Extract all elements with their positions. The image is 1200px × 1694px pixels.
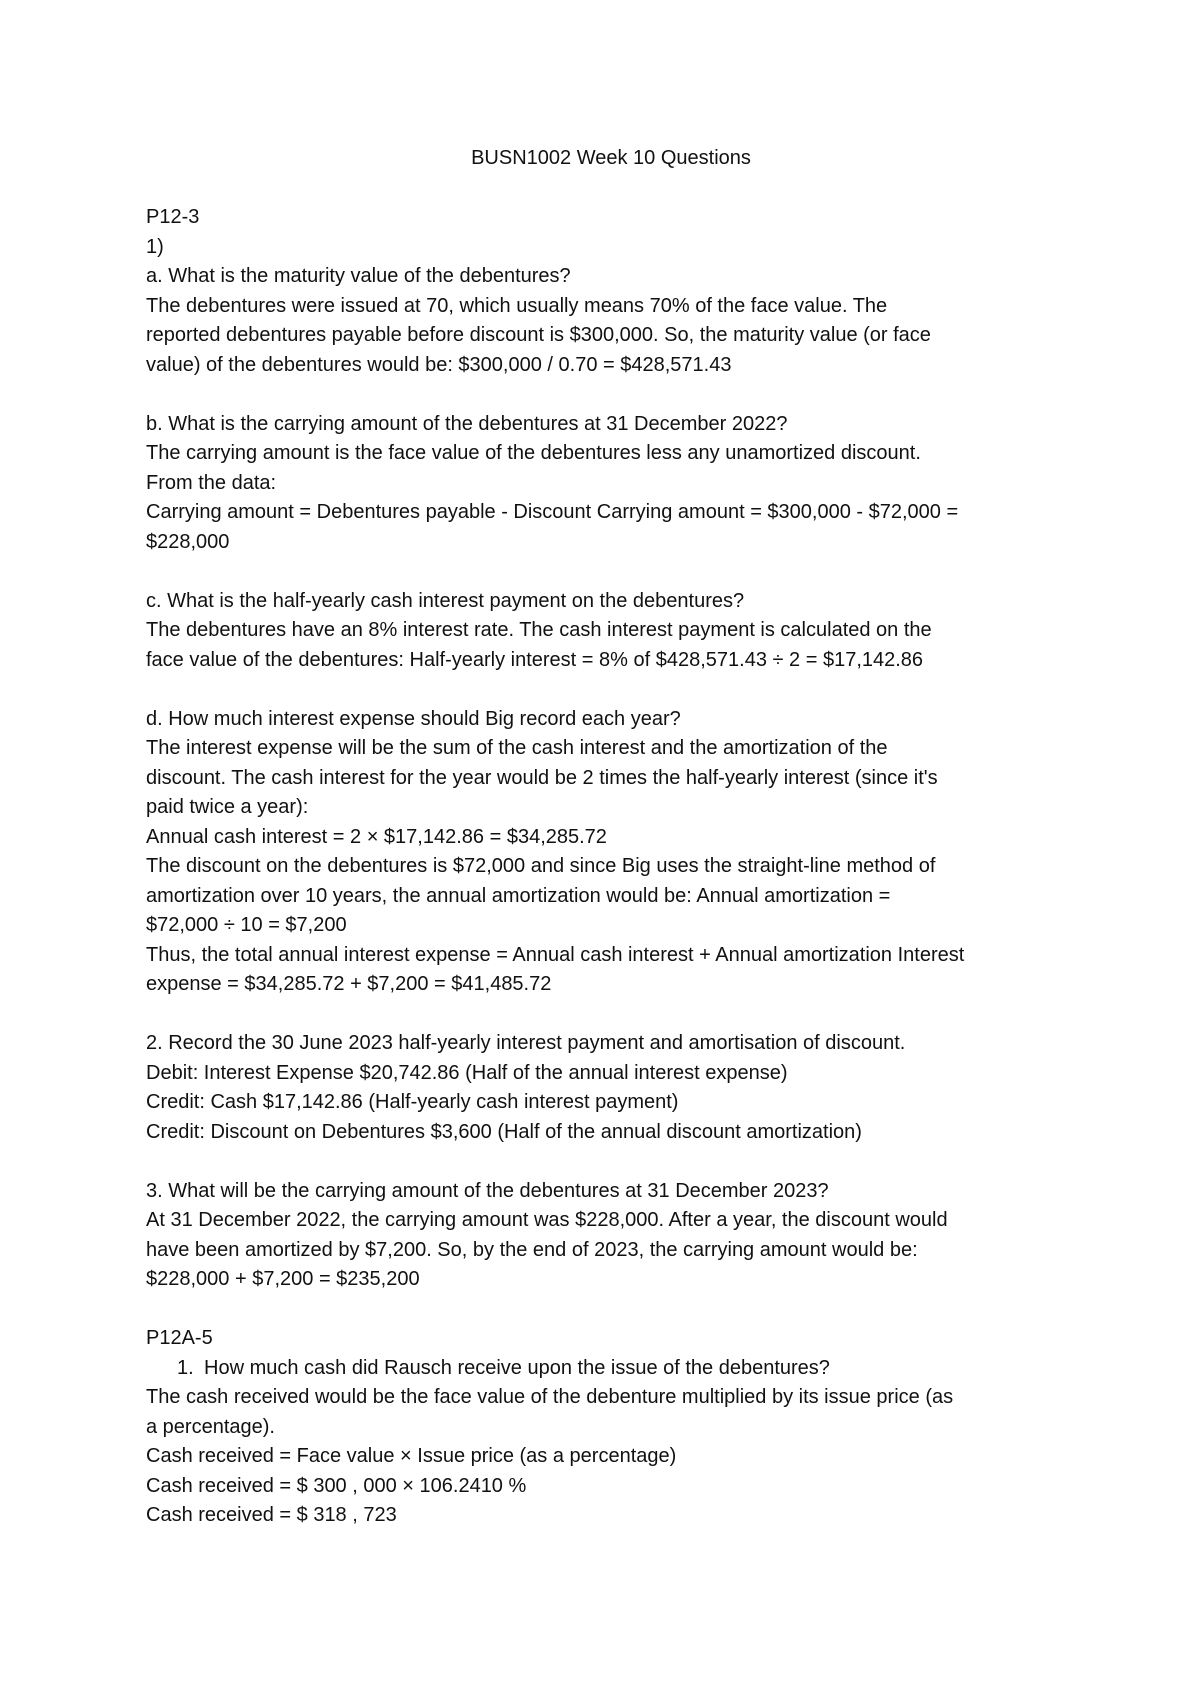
- answer-p12a-5-line: Cash received = $ 318 , 723: [146, 1504, 397, 1526]
- answer-d-line: amortization over 10 years, the annual amortization would be: Annual amortization =: [146, 884, 891, 907]
- answer-c-line: face value of the debentures: Half-yearly interest = 8% of $428,571.43 ÷ 2 = $17,142.86: [146, 648, 924, 671]
- answer-a-line: The debentures were issued at 70, which usually means 70% of the face value. The: [146, 294, 888, 317]
- answer-d-line: The discount on the debentures is $72,000 and since Big uses the straight-line method of: [146, 855, 936, 877]
- answer-2-line: Debit: Interest Expense $20,742.86 (Half of the annual interest expense): [146, 1061, 788, 1084]
- spacer: [146, 675, 1076, 705]
- answer-b-line: From the data:: [146, 471, 277, 494]
- document-body: [146, 144, 1076, 1531]
- problem-heading-p12a-5: P12A-5: [146, 1327, 213, 1349]
- spacer: [146, 1147, 1076, 1177]
- answer-d-line: Thus, the total annual interest expense = Annual cash interest + Annual amortization Interest: [146, 943, 965, 966]
- question-c: c. What is the half-yearly cash interest payment on the debentures?: [146, 589, 745, 612]
- answer-d-line: Annual cash interest = 2 × $17,142.86 = $34,285.72: [146, 825, 607, 848]
- answer-p12a-5-line: The cash received would be the face value of the debenture multiplied by its issue price (as: [146, 1386, 954, 1408]
- problem-heading-p12-3: P12-3: [146, 206, 200, 228]
- spacer: [146, 174, 1076, 204]
- question-2: 2. Record the 30 June 2023 half-yearly interest payment and amortisation of discount.: [146, 1032, 906, 1054]
- answer-b-line: Carrying amount = Debentures payable - Discount Carrying amount = $300,000 - $72,000 =: [146, 501, 959, 523]
- part-label: 1): [146, 235, 164, 258]
- answer-c-line: The debentures have an 8% interest rate. The cash interest payment is calculated on the: [146, 619, 932, 641]
- answer-d-line: $72,000 ÷ 10 = $7,200: [146, 914, 347, 936]
- answer-p12a-5-line: Cash received = Face value × Issue price (as a percentage): [146, 1445, 677, 1467]
- answer-3-line: have been amortized by $7,200. So, by the end of 2023, the carrying amount would be:: [146, 1238, 918, 1261]
- answer-a-line: reported debentures payable before discount is $300,000. So, the maturity value (or face: [146, 324, 931, 346]
- document-title: BUSN1002 Week 10 Questions: [471, 147, 751, 169]
- answer-b-line: $228,000: [146, 530, 230, 553]
- spacer: [146, 1295, 1076, 1325]
- question-b: b. What is the carrying amount of the debentures at 31 December 2022?: [146, 412, 788, 435]
- numbered-question-1: [146, 1354, 1076, 1384]
- answer-b-line: The carrying amount is the face value of the debentures less any unamortized discount.: [146, 442, 921, 464]
- question-text: How much cash did Rausch receive upon the issue of the debentures?: [204, 1356, 830, 1379]
- list-number: 1.: [177, 1356, 194, 1379]
- answer-d-line: paid twice a year):: [146, 796, 309, 818]
- answer-d-line: The interest expense will be the sum of the cash interest and the amortization of the: [146, 737, 888, 759]
- answer-3-line: At 31 December 2022, the carrying amount was $228,000. After a year, the discount would: [146, 1209, 948, 1231]
- spacer: [146, 1000, 1076, 1030]
- answer-2-line: Credit: Cash $17,142.86 (Half-yearly cash interest payment): [146, 1091, 679, 1113]
- answer-p12a-5-line: Cash received = $ 300 , 000 × 106.2410 %: [146, 1474, 527, 1497]
- answer-3-line: $228,000 + $7,200 = $235,200: [146, 1268, 420, 1290]
- answer-p12a-5-line: a percentage).: [146, 1415, 275, 1438]
- answer-d-line: discount. The cash interest for the year would be 2 times the half-yearly interest (since it's: [146, 766, 938, 789]
- answer-a-line: value) of the debentures would be: $300,000 / 0.70 = $428,571.43: [146, 353, 732, 376]
- question-3: 3. What will be the carrying amount of the debentures at 31 December 2023?: [146, 1179, 829, 1202]
- question-a: a. What is the maturity value of the debentures?: [146, 265, 571, 287]
- answer-2-line: Credit: Discount on Debentures $3,600 (Half of the annual discount amortization): [146, 1120, 862, 1143]
- answer-d-line: expense = $34,285.72 + $7,200 = $41,485.72: [146, 973, 552, 995]
- spacer: [146, 380, 1076, 410]
- question-d: d. How much interest expense should Big record each year?: [146, 707, 681, 730]
- spacer: [146, 557, 1076, 587]
